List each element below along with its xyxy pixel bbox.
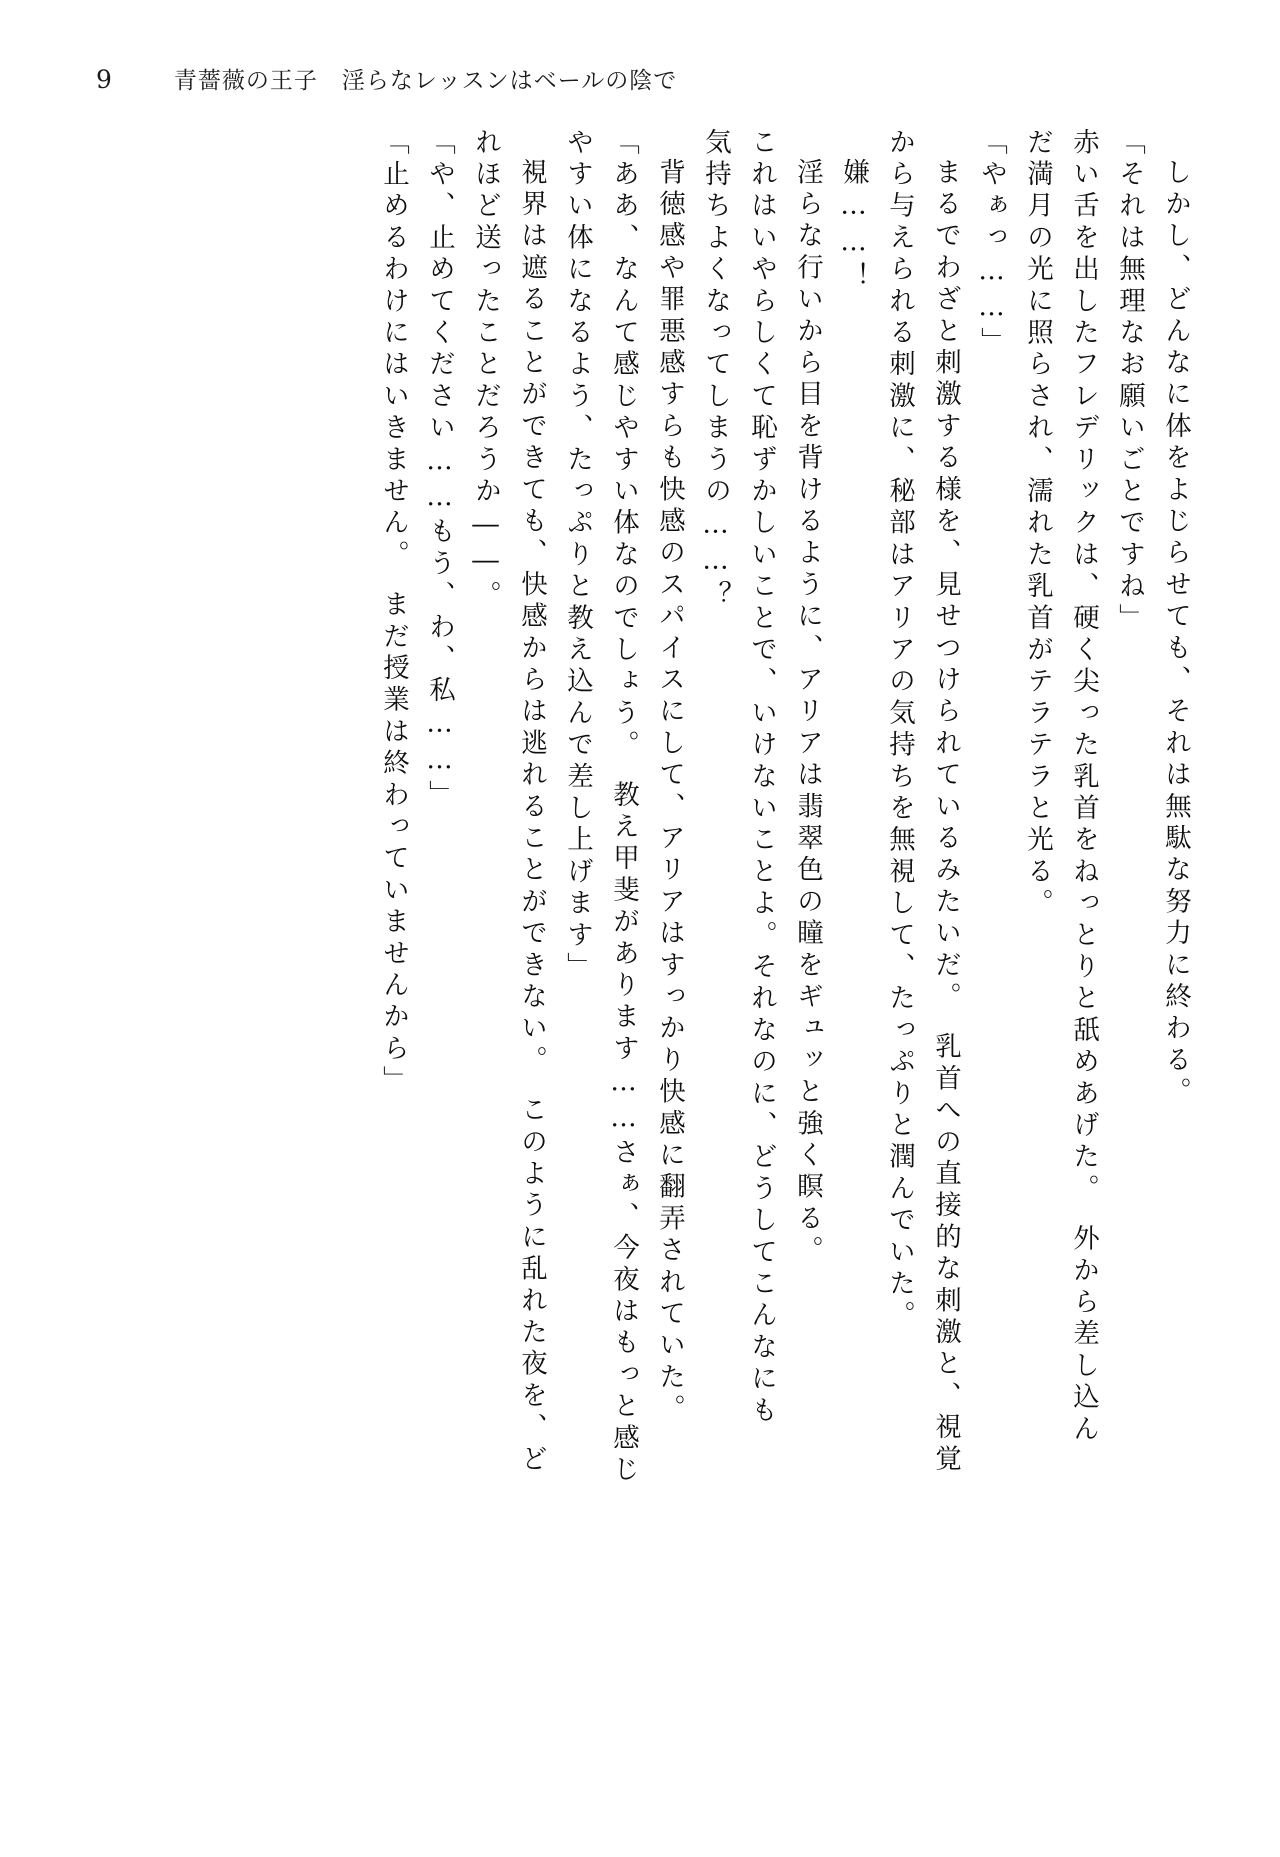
text-line: 嫌……！ xyxy=(838,158,869,294)
running-title: 青薔薇の王子 淫らなレッスンはベールの陰で xyxy=(173,68,678,94)
page-number: 9 xyxy=(96,65,112,94)
text-line: しかし、どんなに体をよじらせても、それは無駄な努力に終わる。 xyxy=(1160,158,1191,1109)
text-line: 視界は遮ることができても、快感からは逃れることができない。 このように乱れた夜を、ど xyxy=(516,158,547,1477)
text-line: 「止めるわけにはいきません。 まだ授業は終わっていませんから」 xyxy=(378,128,409,1098)
text-line: 「ああ、なんて感じやすい体なのでしょう。 教え甲斐があります……さぁ、今夜はもっと感じ xyxy=(608,128,639,1487)
text-line: だ満月の光に照らされ、濡れた乳首がテラテラと光る。 xyxy=(1022,128,1053,921)
text-line: 赤い舌を出したフレデリックは、硬く尖った乳首をねっとりと舐めあげた。 外から差し込ん xyxy=(1068,128,1099,1447)
running-head xyxy=(96,62,1186,102)
text-line: れほど送ったことだろうか――。 xyxy=(470,128,501,613)
text-line: これはいやらしくて恥ずかしいことで、いけないことよ。それなのに、どうしてこんなにも xyxy=(746,128,777,1428)
text-line: 「それは無理なお願いごとですね」 xyxy=(1114,128,1145,636)
text-line: 淫らな行いから目を背けるように、アリアは翡翠色の瞳をギュッと強く瞑る。 xyxy=(792,158,823,1268)
text-line: 背徳感や罪悪感すらも快感のスパイスにして、アリアはすっかり快感に翻弄されていた。 xyxy=(654,158,685,1426)
text-line: まるでわざと刺激する様を、見せつけられているみたいだ。 乳首への直接的な刺激と、視覚 xyxy=(930,158,961,1477)
text-line: やすい体になるよう、たっぷりと教え込んで差し上げます」 xyxy=(562,128,593,984)
text-line: 「やぁっ……」 xyxy=(976,128,1007,359)
text-line: から与えられる刺激に、秘部はアリアの気持ちを無視して、たっぷりと潤んでいた。 xyxy=(884,128,915,1333)
vertical-text-columns xyxy=(178,128,1191,1748)
text-line: 気持ちよくなってしまうの……？ xyxy=(700,128,731,613)
page-body xyxy=(178,128,1191,1748)
text-line: 「や、止めてください……もう、わ、私……」 xyxy=(424,128,455,812)
